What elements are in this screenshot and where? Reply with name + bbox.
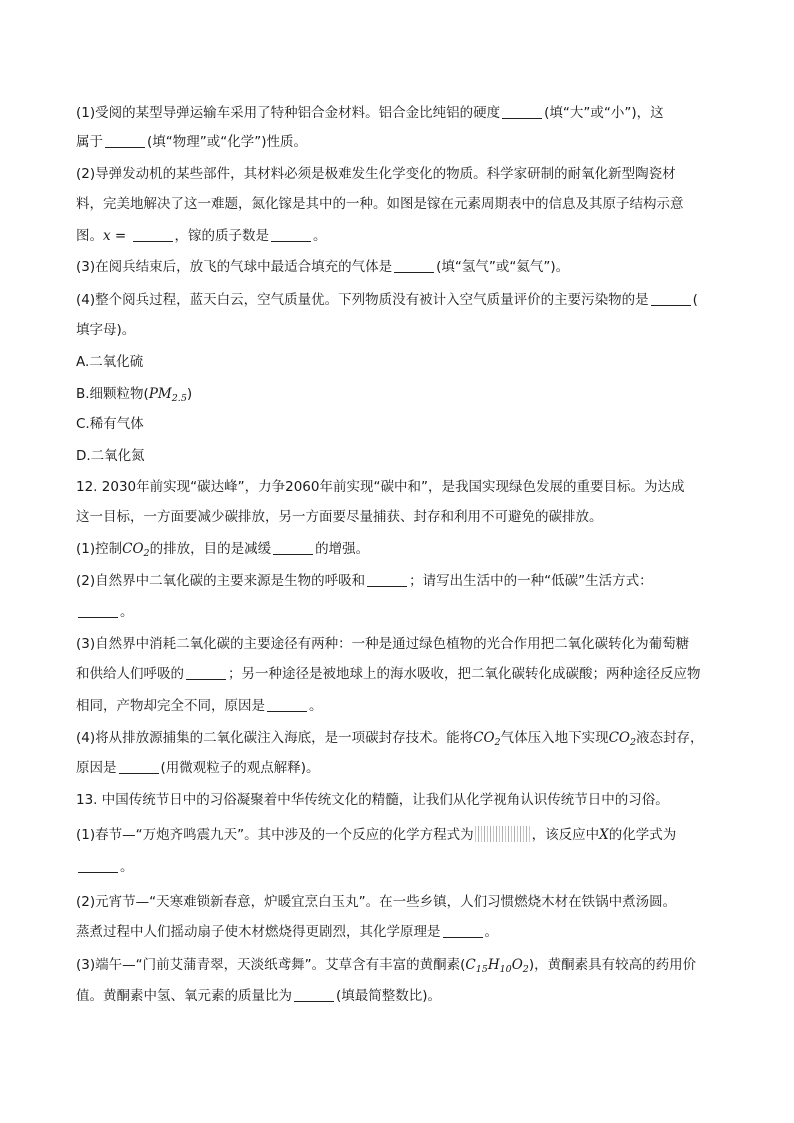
text: 料，完美地解决了这一难题，氮化镓是其中的一种。如图是镓在元素周期表中的信息及其原子结构示意: [76, 196, 684, 212]
math-x: x: [103, 228, 111, 244]
subscript: 2.5: [171, 393, 187, 404]
q11-part3: [76, 257, 724, 277]
text: 。: [120, 604, 134, 620]
math-c: C: [465, 957, 476, 973]
math-h: H: [487, 957, 500, 973]
text: 的化学式为: [608, 827, 677, 843]
math-x: X: [599, 827, 609, 843]
text: (2)自然界中二氧化碳的主要来源是生物的呼吸和: [76, 573, 366, 589]
answer-blank[interactable]: [651, 291, 691, 306]
math-co: CO: [608, 730, 630, 746]
q12-part2-line1: [76, 571, 724, 591]
answer-blank[interactable]: [78, 858, 118, 873]
text: ；另一种途径是被地球上的海水吸收，把二氧化碳转化成碳酸；两种途径反应物: [228, 666, 701, 682]
text: 12. 2030年前实现“碳达峰”，力争2060年前实现“碳中和”，是我国实现绿色发展的重要目标。为达成: [76, 479, 685, 495]
q11-part2-line1: [76, 164, 724, 184]
option-a[interactable]: [76, 352, 724, 372]
answer-blank[interactable]: [443, 923, 483, 938]
answer-blank[interactable]: [394, 258, 434, 273]
answer-blank[interactable]: [119, 759, 159, 774]
text: 图。: [76, 228, 103, 244]
text: 填字母)。: [76, 322, 136, 338]
text: ): [186, 386, 193, 402]
subscript: 15: [475, 964, 488, 975]
text: 液态封存，: [636, 730, 704, 746]
text: (用微观粒子的观点解释)。: [160, 760, 320, 776]
subscript: 2: [629, 737, 637, 748]
text: (填“物理”或“化学”)性质。: [147, 134, 308, 150]
q13-part2-line2: [76, 922, 724, 942]
answer-blank[interactable]: [186, 665, 226, 680]
text: 。: [120, 859, 134, 875]
text: (1)受阅的某型导弹运输车采用了特种铝合金材料。铝合金比纯铝的硬度: [76, 105, 501, 121]
q11-part1-line1: [76, 103, 724, 123]
text: 。: [484, 924, 498, 940]
q13-part1-line1: [76, 825, 724, 845]
text: (3)自然界中消耗二氧化碳的主要途径有两种：一种是通过绿色植物的光合作用把二氧化碳转化为葡萄糖: [76, 636, 690, 652]
q11-part4-line1: [76, 290, 724, 310]
answer-blank[interactable]: [78, 603, 118, 618]
math-co: CO: [473, 730, 495, 746]
q12-part4-line2: [76, 758, 724, 778]
text: 属于: [76, 134, 103, 150]
option-c[interactable]: [76, 414, 724, 434]
text: 13. 中国传统节日中的习俗凝聚着中华传统文化的精髓，让我们从化学视角认识传统节日中的习俗。: [76, 792, 669, 808]
q11-part1-line2: [76, 132, 724, 152]
option-label: A.二氧化硫: [76, 354, 144, 370]
text: (4)将从排放源捕集的二氧化碳注入海底，是一项碳封存技术。能将: [76, 730, 474, 746]
text: 的排放，目的是减缓: [149, 541, 272, 557]
text: 原因是: [76, 760, 117, 776]
option-d[interactable]: [76, 446, 724, 466]
math-pm: PM: [148, 386, 172, 402]
text: 相同，产物却完全不同，原因是: [76, 698, 265, 714]
text: (3)在阅兵结束后，放飞的气球中最适合填充的气体是: [76, 259, 393, 275]
q13-part1-line2: [76, 857, 724, 877]
text: 这一目标，一方面要减少碳排放，另一方面要尽量捕获、封存和利用不可避免的碳排放。: [76, 509, 603, 525]
option-label: D.二氧化氮: [76, 448, 145, 464]
text: 蒸煮过程中人们摇动扇子使木材燃烧得更剧烈，其化学原理是: [76, 924, 441, 940]
text: 。: [309, 698, 323, 714]
math-co: CO: [122, 541, 144, 557]
text: (填最简整数比)。: [336, 988, 442, 1004]
answer-blank[interactable]: [273, 540, 313, 555]
q13-part3-line1: [76, 955, 724, 975]
answer-blank[interactable]: [294, 987, 334, 1002]
text: ；请写出生活中的一种“低碳”生活方式：: [409, 573, 653, 589]
answer-blank[interactable]: [502, 104, 542, 119]
text: ，镓的质子数是: [174, 228, 270, 244]
text: (2)元宵节—“天寒难锁新春意，炉暖宜烹白玉丸”。在一些乡镇，人们习惯燃烧木材在铁锅中煮汤圆。: [76, 894, 677, 910]
text: (4)整个阅兵过程，蓝天白云，空气质量优。下列物质没有被计入空气质量评价的主要污染物的是: [76, 292, 649, 308]
q12-part3-line2: [76, 664, 724, 684]
text: 。: [313, 228, 327, 244]
q11-part2-line2: [76, 194, 724, 214]
equation-image: [475, 826, 531, 842]
answer-blank[interactable]: [267, 697, 307, 712]
q11-part4-line2: [76, 320, 724, 340]
text: (: [692, 292, 698, 308]
math-o: O: [511, 957, 523, 973]
answer-blank[interactable]: [105, 133, 145, 148]
option-label: C.稀有气体: [76, 416, 144, 432]
subscript: 2: [522, 964, 529, 975]
subscript: 2: [494, 737, 501, 748]
answer-blank[interactable]: [133, 227, 173, 242]
text: (2)导弹发动机的某些部件，其材料必须是极难发生化学变化的物质。科学家研制的耐氧化新型陶瓷材: [76, 166, 676, 182]
text: ，该反应中: [531, 827, 600, 843]
q12-part4-line1: [76, 728, 724, 748]
text: 的增强。: [315, 541, 370, 557]
q12-part2-line2: [76, 602, 724, 622]
answer-blank[interactable]: [271, 227, 311, 242]
q12-line2: [76, 507, 724, 527]
q11-part2-line3: [76, 226, 724, 246]
q13-part3-line2: [76, 986, 724, 1006]
text: (填“氢气”或“氦气”)。: [436, 259, 570, 275]
text: =: [110, 228, 131, 244]
q12-part3-line3: [76, 696, 724, 716]
text: (1)春节—“万炮齐鸣震九天”。其中涉及的一个反应的化学方程式为: [76, 827, 474, 843]
option-b[interactable]: [76, 384, 724, 404]
q12-part3-line1: [76, 634, 724, 654]
q13-part2-line1: [76, 892, 724, 912]
q12-line1: [76, 477, 724, 497]
text: )，黄酮素具有较高的药用价: [528, 957, 697, 973]
text: (填“大”或“小”)，这: [544, 105, 664, 121]
q12-part1: [76, 539, 724, 559]
text: 气体压入地下实现: [500, 730, 609, 746]
answer-blank[interactable]: [367, 572, 407, 587]
subscript: 2: [143, 548, 150, 559]
q13-line1: [76, 790, 724, 810]
subscript: 10: [499, 964, 512, 975]
text: 和供给人们呼吸的: [76, 666, 184, 682]
text: 值。黄酮素中氢、氧元素的质量比为: [76, 988, 292, 1004]
text: (1)控制: [76, 541, 123, 557]
option-label: B.细颗粒物(: [76, 386, 149, 402]
text: (3)端午—“门前艾蒲青翠，天淡纸鸢舞”。艾草含有丰富的黄酮素(: [76, 957, 466, 973]
